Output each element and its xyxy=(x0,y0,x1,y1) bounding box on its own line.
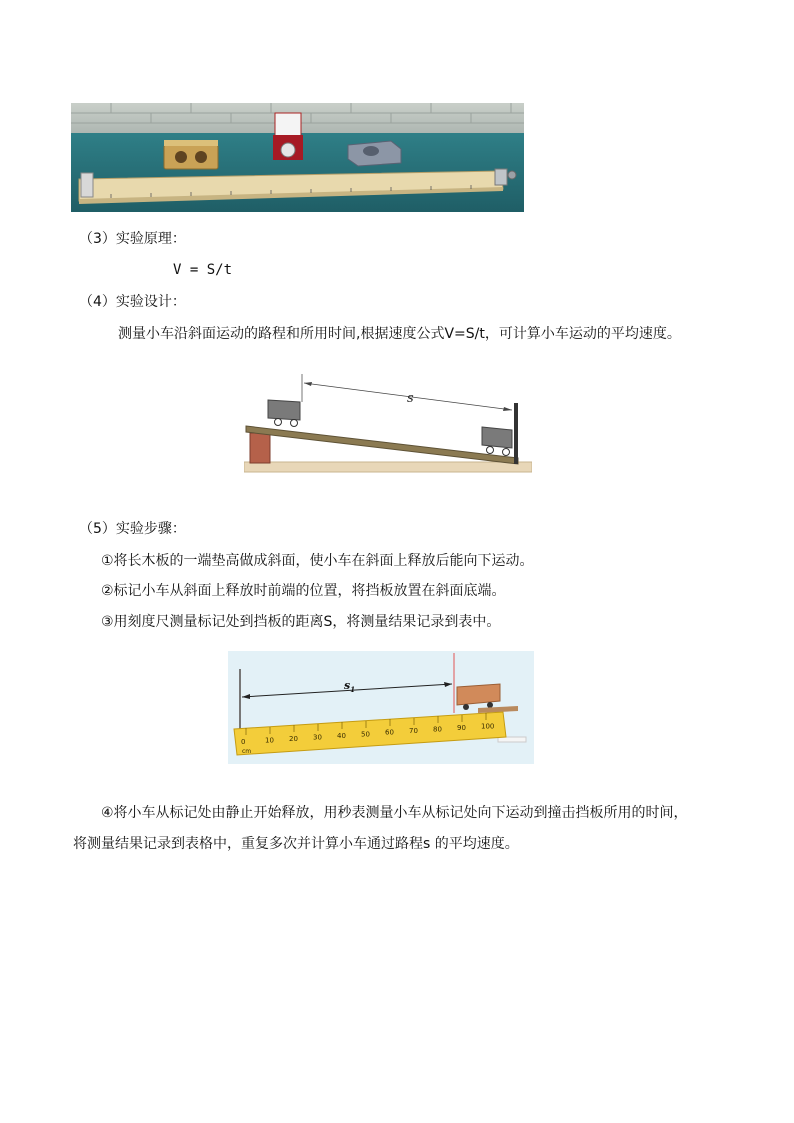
step-4-line-2: 将测量结果记录到表格中，重复多次并计算小车通过路程s 的平均速度。 xyxy=(73,836,519,852)
tape-tick-label: 60 xyxy=(385,728,394,737)
formula: V = S/t xyxy=(173,262,233,278)
tape-tick-label: 70 xyxy=(409,727,418,736)
distance-label-s: s xyxy=(407,391,414,406)
section-4-heading: （4）实验设计： xyxy=(79,294,186,310)
step-4-line-1: ④将小车从标记处由静止开始释放，用秒表测量小车从标记处向下运动到撞击挡板所用的时间， xyxy=(101,805,688,821)
tape-tick-label: 20 xyxy=(289,734,298,743)
step-2: ②标记小车从斜面上释放时前端的位置，将挡板放置在斜面底端。 xyxy=(101,583,506,599)
tape-tick-label: 0 xyxy=(241,738,246,746)
stopwatch xyxy=(273,113,303,160)
step-1: ①将长木板的一端垫高做成斜面，使小车在斜面上释放后能向下运动。 xyxy=(101,553,534,569)
tape-tick-label: 50 xyxy=(361,730,370,739)
cart-bottom xyxy=(482,427,512,456)
equipment-photo xyxy=(71,103,524,212)
tape-tick-label: 80 xyxy=(433,725,442,734)
wood-block xyxy=(164,140,218,169)
section-4-body: 测量小车沿斜面运动的路程和所用时间,根据速度公式V=S/t，可计算小车运动的平均速度。 xyxy=(118,326,681,342)
section-5-heading: （5）实验步骤： xyxy=(79,521,186,537)
tape-tick-label: 10 xyxy=(265,736,274,745)
tape-tick-label: 90 xyxy=(457,724,466,733)
section-3-heading: （3）实验原理： xyxy=(79,231,186,247)
metal-block xyxy=(348,141,401,166)
tape-tick-label: 100 xyxy=(481,722,495,731)
tape-tick-label: 30 xyxy=(313,733,322,742)
ruler-diagram xyxy=(228,651,534,764)
tape-unit: cm xyxy=(242,748,252,755)
step-3: ③用刻度尺测量标记处到挡板的距离S，将测量结果记录到表中。 xyxy=(101,614,501,630)
distance-label-s1: $s_1$ xyxy=(344,679,356,694)
cart-top xyxy=(268,400,300,427)
incline-diagram xyxy=(244,370,532,476)
tape-tick-label: 40 xyxy=(337,731,346,740)
